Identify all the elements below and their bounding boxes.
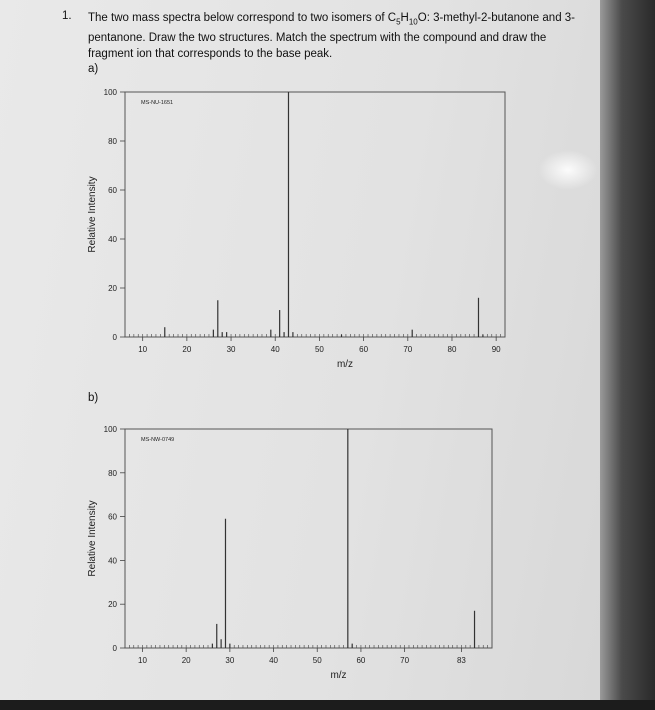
y-tick-label: 20 (108, 284, 117, 293)
x-tick-label: 50 (312, 656, 322, 665)
x-tick-label: 80 (447, 345, 457, 354)
x-tick-label: 60 (356, 656, 366, 665)
x-tick-label: 60 (359, 345, 369, 354)
y-tick-label: 20 (108, 600, 117, 610)
x-tick-label: 10 (138, 345, 148, 354)
spectrum-id-tag: MS-NU-1651 (141, 100, 174, 106)
plot-frame (125, 429, 492, 648)
y-tick-label: 0 (112, 644, 117, 653)
y-tick-label: 40 (108, 556, 117, 566)
background-shadow (600, 0, 655, 700)
formula-subscript-hydrogen: 10 (408, 17, 418, 27)
x-tick-label: 50 (314, 345, 324, 354)
x-tick-label: 30 (225, 656, 235, 665)
x-tick-label: 90 (491, 345, 501, 354)
y-tick-label: 60 (108, 186, 117, 195)
y-axis-label: Relative Intensity (87, 176, 98, 253)
x-tick-label: 40 (270, 345, 280, 354)
y-tick-label: 60 (108, 512, 117, 522)
question-text-after: O: 3-methyl-2-butanone and 3-pentanone. Draw the two structures. Match the spectrum with the compound and draw the fragment ion that corresponds to the base peak. (88, 12, 576, 61)
question-number: 1. (62, 10, 72, 22)
x-tick-label: 20 (182, 345, 192, 354)
x-tick-label: 83 (456, 656, 466, 665)
y-tick-label: 100 (103, 88, 117, 97)
x-tick-label: 10 (138, 656, 147, 665)
x-tick-label: 40 (269, 656, 279, 665)
y-tick-label: 100 (103, 425, 117, 434)
plot-frame (125, 92, 505, 337)
y-tick-label: 80 (108, 137, 117, 146)
part-a-label: a) (88, 63, 99, 75)
x-axis-label: m/z (336, 359, 354, 370)
y-tick-label: 40 (108, 235, 117, 244)
question-text (88, 10, 588, 62)
spectrum-a-chart (0, 80, 600, 380)
spectrum-b-chart (0, 410, 600, 710)
x-tick-label: 70 (400, 656, 410, 665)
x-tick-label: 20 (181, 656, 191, 665)
x-axis-label: m/z (330, 670, 347, 681)
y-axis-label: Relative Intensity (87, 500, 98, 577)
spectrum-id-tag: MS-NW-0749 (141, 437, 175, 443)
y-tick-label: 0 (112, 333, 117, 342)
question-text-before: The two mass spectra below correspond to two isomers of C (88, 12, 397, 24)
y-tick-label: 80 (108, 468, 117, 478)
part-b-label: b) (88, 392, 99, 404)
formula-subscript-carbon: 5 (396, 17, 401, 27)
x-tick-label: 70 (403, 345, 413, 354)
formula-hydrogen: H (400, 12, 409, 24)
x-tick-label: 30 (226, 345, 236, 354)
